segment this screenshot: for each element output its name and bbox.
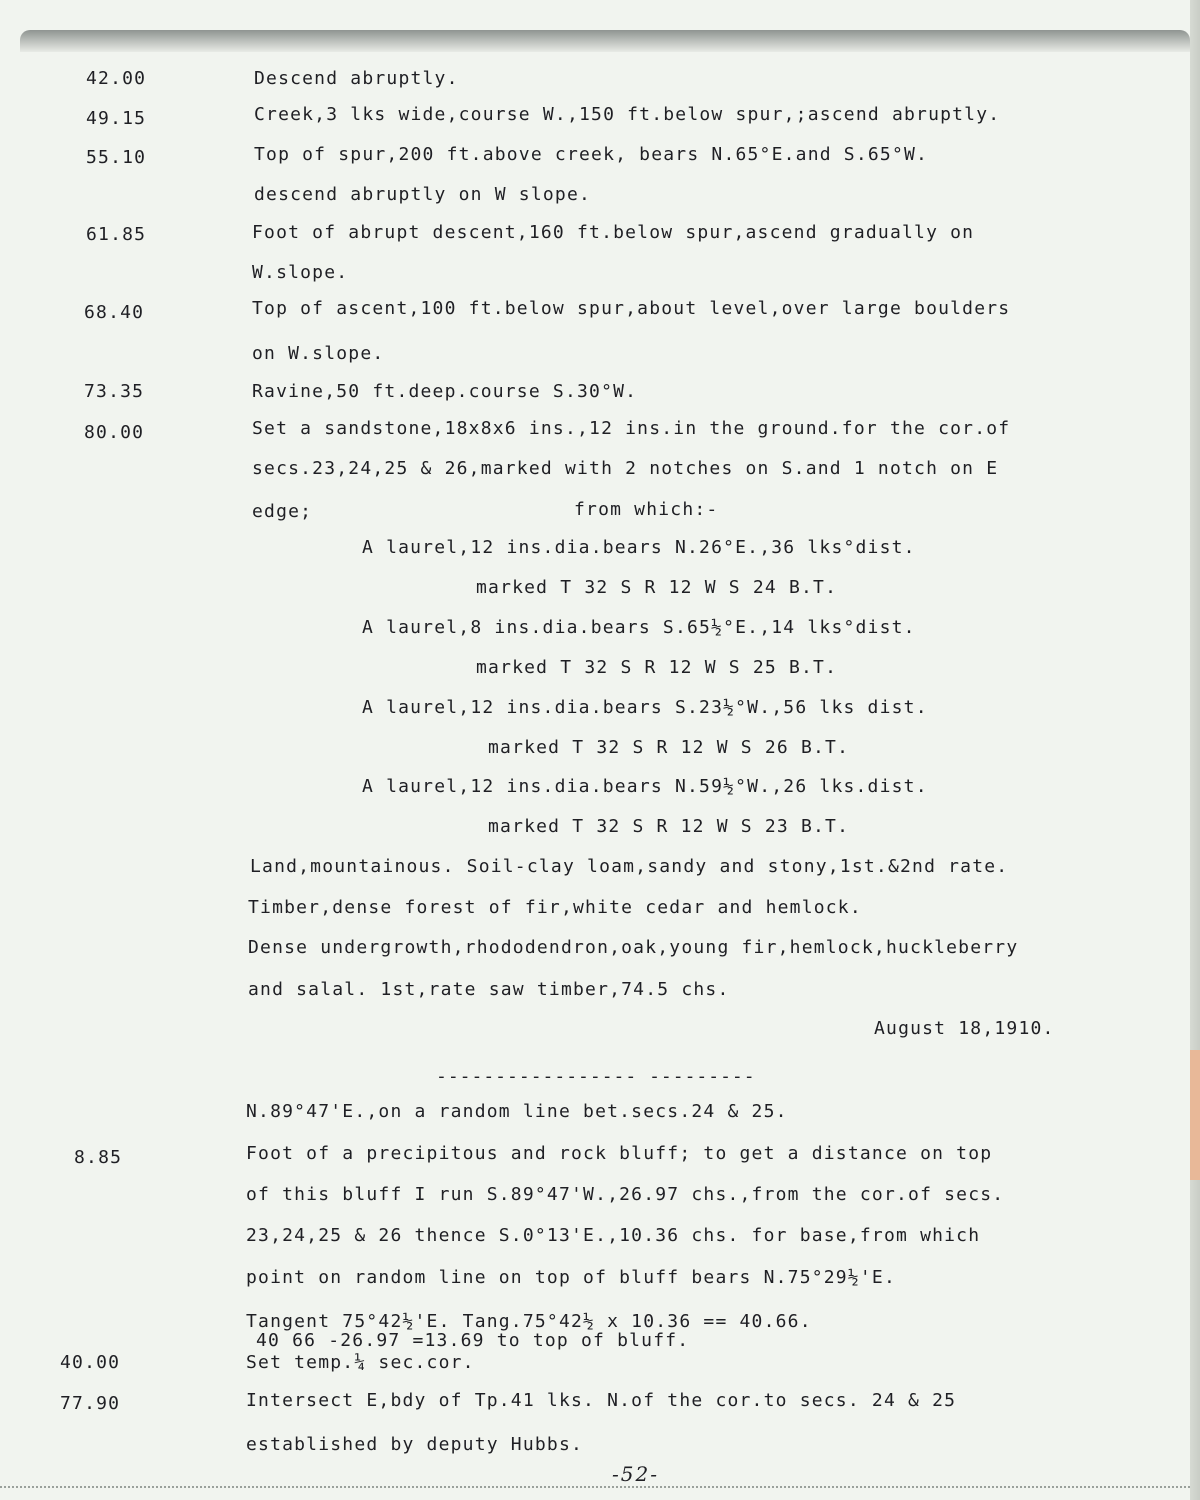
note-line: Foot of a precipitous and rock bluff; to get a distance on top — [246, 1143, 993, 1164]
witness-tree-marking: marked T 32 S R 12 W S 23 B.T. — [488, 816, 850, 837]
witness-tree: A laurel,12 ins.dia.bears N.59½°W.,26 lks.dist. — [362, 776, 928, 797]
station-number: 61.85 — [86, 224, 147, 245]
note-line: 23,24,25 & 26 thence S.0°13'E.,10.36 chs. for base,from which — [246, 1225, 981, 1246]
note-line: Intersect E,bdy of Tp.41 lks. N.of the cor.to secs. 24 & 25 — [246, 1390, 957, 1411]
note-line: Ravine,50 ft.deep.course S.30°W. — [252, 381, 638, 402]
station-number: 55.10 — [86, 147, 147, 168]
note-line: Foot of abrupt descent,160 ft.below spur,ascend gradually on — [252, 222, 975, 243]
note-line: W.slope. — [252, 262, 349, 283]
note-line: of this bluff I run S.89°47'W.,26.97 chs.,from the cor.of secs. — [246, 1184, 1005, 1205]
note-line: on W.slope. — [252, 343, 385, 364]
station-number: 42.00 — [86, 68, 147, 89]
binding-edge — [1190, 0, 1200, 1500]
note-line: and salal. 1st,rate saw timber,74.5 chs. — [248, 979, 730, 1000]
note-line: Set a sandstone,18x8x6 ins.,12 ins.in the ground.for the cor.of — [252, 418, 1011, 439]
note-line: secs.23,24,25 & 26,marked with 2 notches on S.and 1 notch on E — [252, 458, 999, 479]
note-line: Top of spur,200 ft.above creek, bears N.65°E.and S.65°W. — [254, 144, 929, 165]
note-line: N.89°47'E.,on a random line bet.secs.24 & 25. — [246, 1101, 788, 1122]
witness-tree: A laurel,8 ins.dia.bears S.65½°E.,14 lks°dist. — [362, 617, 916, 638]
note-line: Tangent 75°42½'E. Tang.75°42½ x 10.36 == 40.66. — [246, 1311, 812, 1332]
note-line: Creek,3 lks wide,course W.,150 ft.below spur,;ascend abruptly. — [254, 104, 1001, 125]
bottom-edge — [0, 1486, 1190, 1488]
note-line: descend abruptly on W slope. — [254, 184, 592, 205]
note-line: point on random line on top of bluff bears N.75°29½'E. — [246, 1267, 896, 1288]
station-number: 40.00 — [60, 1352, 121, 1373]
note-line: from which:- — [574, 499, 719, 520]
station-number: 8.85 — [74, 1147, 123, 1168]
witness-tree-marking: marked T 32 S R 12 W S 26 B.T. — [488, 737, 850, 758]
note-line: Timber,dense forest of fir,white cedar and hemlock. — [248, 897, 862, 918]
note-line: 40 66 -26.97 =13.69 to top of bluff. — [256, 1330, 690, 1351]
page-number: -52- — [612, 1462, 659, 1486]
witness-tree-marking: marked T 32 S R 12 W S 24 B.T. — [476, 577, 838, 598]
witness-tree: A laurel,12 ins.dia.bears S.23½°W.,56 lks dist. — [362, 697, 928, 718]
station-number: 49.15 — [86, 108, 147, 129]
station-number: 73.35 — [84, 381, 145, 402]
station-number: 68.40 — [84, 302, 145, 323]
note-line: Top of ascent,100 ft.below spur,about level,over large boulders — [252, 298, 1011, 319]
witness-tree-marking: marked T 32 S R 12 W S 25 B.T. — [476, 657, 838, 678]
note-line: Set temp.¼ sec.cor. — [246, 1352, 475, 1373]
entry-date: August 18,1910. — [874, 1018, 1055, 1039]
note-line: established by deputy Hubbs. — [246, 1434, 584, 1455]
page-tab — [1190, 1050, 1200, 1180]
station-number: 77.90 — [60, 1393, 121, 1414]
station-number: 80.00 — [84, 422, 145, 443]
section-divider: ----------------- --------- — [436, 1066, 756, 1087]
note-line: Land,mountainous. Soil-clay loam,sandy and stony,1st.&2nd rate. — [250, 856, 1009, 877]
note-line: Dense undergrowth,rhododendron,oak,young fir,hemlock,huckleberry — [248, 937, 1019, 958]
note-line: edge; — [252, 501, 313, 522]
note-line: Descend abruptly. — [254, 68, 459, 89]
witness-tree: A laurel,12 ins.dia.bears N.26°E.,36 lks°dist. — [362, 537, 916, 558]
page-top-shadow — [20, 30, 1190, 52]
